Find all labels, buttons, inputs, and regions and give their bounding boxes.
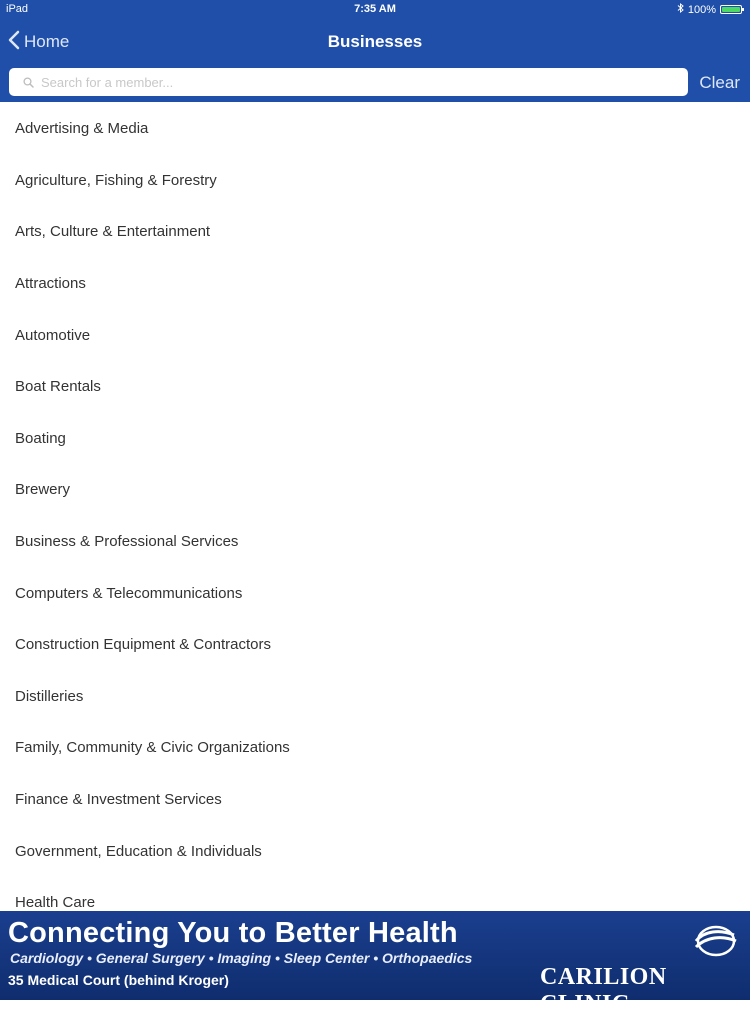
battery-icon xyxy=(720,5,742,14)
ad-banner[interactable] xyxy=(0,911,750,1017)
clear-button[interactable]: Clear xyxy=(699,73,740,92)
category-list-item[interactable]: Finance & Investment Services xyxy=(15,791,222,809)
search-field[interactable] xyxy=(9,68,688,96)
status-time: 7:35 AM xyxy=(354,3,396,15)
category-list-item[interactable]: Computers & Telecommunications xyxy=(15,584,243,602)
category-list-item[interactable]: Business & Professional Services xyxy=(15,533,239,551)
category-list-item[interactable]: Boating xyxy=(15,429,66,447)
category-list-item[interactable]: Attractions xyxy=(15,275,86,293)
category-list-item[interactable]: Construction Equipment & Contractors xyxy=(15,636,271,654)
search-icon xyxy=(17,77,39,88)
category-list-item[interactable]: Distilleries xyxy=(15,687,84,705)
back-button-label: Home xyxy=(24,32,70,51)
category-list-item[interactable]: Arts, Culture & Entertainment xyxy=(15,223,211,241)
category-list-item[interactable]: Boat Rentals xyxy=(15,378,101,396)
device-name: iPad xyxy=(6,3,29,15)
category-list-item[interactable]: Government, Education & Individuals xyxy=(15,842,262,860)
category-list xyxy=(0,103,750,911)
banner-headline: Connecting You to Better Health xyxy=(8,917,458,949)
category-list-item[interactable]: Advertising & Media xyxy=(15,120,149,138)
search-input[interactable] xyxy=(39,74,643,91)
category-list-item[interactable]: Agriculture, Fishing & Forestry xyxy=(15,171,217,189)
category-list-item[interactable]: Automotive xyxy=(15,326,91,344)
search-bar xyxy=(0,64,750,102)
category-list-item[interactable]: Brewery xyxy=(15,481,71,499)
navigation-bar xyxy=(0,20,750,64)
bluetooth-icon xyxy=(677,3,684,16)
carilion-logo-icon xyxy=(690,921,738,966)
status-bar xyxy=(0,0,750,20)
battery-percent: 100% xyxy=(687,3,716,16)
banner-services: Cardiology • General Surgery • Imaging • Sleep Center • Orthopaedics xyxy=(10,950,473,966)
category-list-item[interactable]: Health Care xyxy=(15,894,96,912)
page-title: Businesses xyxy=(327,32,423,51)
status-right xyxy=(677,3,742,16)
banner-logo-text: CARILION CLINIC xyxy=(540,964,667,1017)
banner-address: 35 Medical Court (behind Kroger) xyxy=(8,972,229,988)
category-list-item[interactable]: Family, Community & Civic Organizations xyxy=(15,739,290,757)
